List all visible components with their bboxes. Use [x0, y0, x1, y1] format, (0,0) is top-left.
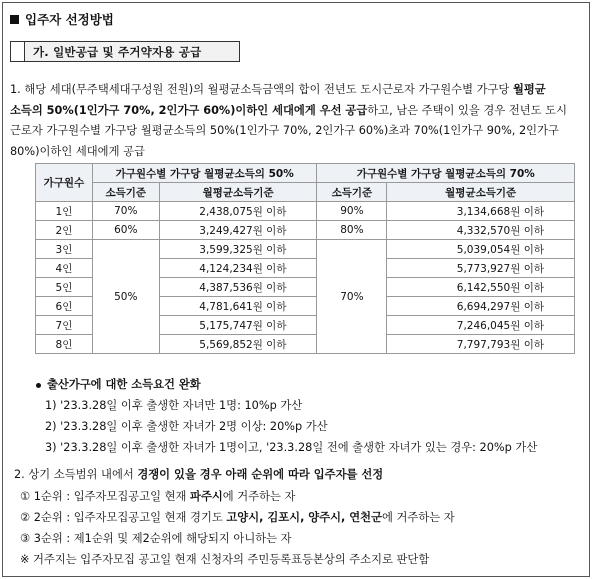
- household-count-cell: 6인: [36, 297, 93, 316]
- standard-cell: 90%: [317, 202, 387, 221]
- rank-1: [20, 488, 295, 504]
- standard-cell: 70%: [92, 202, 159, 221]
- para1-line4: 80%)이하인 세대에게 공급: [10, 144, 145, 158]
- rank-2-cities: 고양시, 김포시, 양주시, 연천군: [226, 511, 383, 524]
- paragraph-2: [14, 466, 383, 482]
- amount-cell: 5,569,852원 이하: [159, 335, 317, 354]
- amount-cell: 2,438,075원 이하: [159, 202, 317, 221]
- rank-2-suffix: 에 거주하는 자: [382, 511, 455, 524]
- para1-line2: 하고, 남은 주택이 있을 경우 전년도 도시: [367, 103, 567, 117]
- para1-line1-bold: 월평균: [512, 83, 546, 96]
- household-count-cell: 7인: [36, 316, 93, 335]
- standard-cell: 80%: [317, 221, 387, 240]
- header-household-count: 가구원수: [36, 164, 93, 202]
- paragraph-1: [10, 80, 582, 162]
- amount-cell: 7,797,793원 이하: [387, 335, 575, 354]
- header-monthly-income: 월평균소득기준: [387, 183, 575, 202]
- rank-1-city: 파주시: [190, 490, 223, 503]
- rank-1-suffix: 에 거주하는 자: [222, 490, 296, 503]
- amount-cell: 6,142,550원 이하: [387, 278, 575, 297]
- header-income-standard: 소득기준: [92, 183, 159, 202]
- standard-cell: 60%: [92, 221, 159, 240]
- bullet-dot-icon: [36, 383, 41, 388]
- merged-standard-cell: 50%: [92, 240, 159, 354]
- header-group-70: 가구원수별 가구당 월평균소득의 70%: [317, 164, 575, 183]
- para1-line3: 근로자 가구원수별 가구당 월평균소득의 50%(1인가구 70%, 2인가구 60%)초과 70%(1인가구 90%, 2인가구: [10, 124, 559, 137]
- merged-standard-cell: 70%: [317, 240, 387, 354]
- subsection-box: [10, 41, 240, 62]
- amount-cell: 4,781,641원 이하: [159, 297, 317, 316]
- household-count-cell: 2인: [36, 221, 93, 240]
- household-count-cell: 3인: [36, 240, 93, 259]
- para1-line1: 1. 해당 세대(무주택세대구성원 전원)의 월평균소득금액의 합이 전년도 도시근로자 가구원수별 가구당: [10, 83, 513, 96]
- relief-item-3: 3) '23.3.28일 이후 출생한 자녀가 1명이고, '23.3.28일 전에 출생한 자녀가 있는 경우: 20%p 가산: [45, 441, 538, 454]
- para1-line2-bold: 소득의 50%(1인가구 70%, 2인가구 60%)이하인 세대에게 우선 공급: [10, 103, 368, 117]
- subsection-marker: [11, 42, 25, 61]
- rank-2: [20, 509, 455, 525]
- amount-cell: 6,694,297원 이하: [387, 297, 575, 316]
- residence-note: ※ 거주지는 입주자모집 공고일 현재 신청자의 주민등록표등본상의 주소지로 판단함: [20, 553, 430, 566]
- household-count-cell: 1인: [36, 202, 93, 221]
- household-count-cell: 5인: [36, 278, 93, 297]
- relief-title: [36, 376, 201, 392]
- table-row: [36, 221, 575, 240]
- relief-item-1: 1) '23.3.28일 이후 출생한 자녀만 1명: 10%p 가산: [45, 399, 303, 412]
- header-monthly-income: 월평균소득기준: [159, 183, 317, 202]
- table-row: [36, 202, 575, 221]
- amount-cell: 5,175,747원 이하: [159, 316, 317, 335]
- rank-3: ③ 3순위 : 제1순위 및 제2순위에 해당되지 아니하는 자: [20, 532, 292, 545]
- relief-title-text: 출산가구에 대한 소득요건 완화: [47, 378, 201, 391]
- header-income-standard: 소득기준: [317, 183, 387, 202]
- header-group-50: 가구원수별 가구당 월평균소득의 50%: [92, 164, 317, 183]
- amount-cell: 4,332,570원 이하: [387, 221, 575, 240]
- table-row: [36, 240, 575, 259]
- household-count-cell: 4인: [36, 259, 93, 278]
- income-table: [35, 163, 575, 354]
- relief-item-2: 2) '23.3.28일 이후 출생한 자녀가 2명 이상: 20%p 가산: [45, 420, 328, 433]
- amount-cell: 3,134,668원 이하: [387, 202, 575, 221]
- amount-cell: 5,773,927원 이하: [387, 259, 575, 278]
- subsection-title: 가. 일반공급 및 주거약자용 공급: [33, 44, 202, 59]
- household-count-cell: 8인: [36, 335, 93, 354]
- section-heading: [10, 10, 114, 28]
- amount-cell: 4,387,536원 이하: [159, 278, 317, 297]
- amount-cell: 7,246,045원 이하: [387, 316, 575, 335]
- square-bullet-icon: [10, 15, 19, 24]
- para2-text: 2. 상기 소득범위 내에서: [14, 468, 138, 481]
- rank-1-text: ① 1순위 : 입주자모집공고일 현재: [20, 490, 191, 503]
- amount-cell: 4,124,234원 이하: [159, 259, 317, 278]
- amount-cell: 3,249,427원 이하: [159, 221, 317, 240]
- section-heading-text: 입주자 선정방법: [25, 12, 114, 27]
- amount-cell: 5,039,054원 이하: [387, 240, 575, 259]
- para2-bold: 경쟁이 있을 경우 아래 순위에 따라 입주자를 선정: [137, 468, 384, 481]
- rank-2-text: ② 2순위 : 입주자모집공고일 현재 경기도: [20, 511, 227, 524]
- amount-cell: 3,599,325원 이하: [159, 240, 317, 259]
